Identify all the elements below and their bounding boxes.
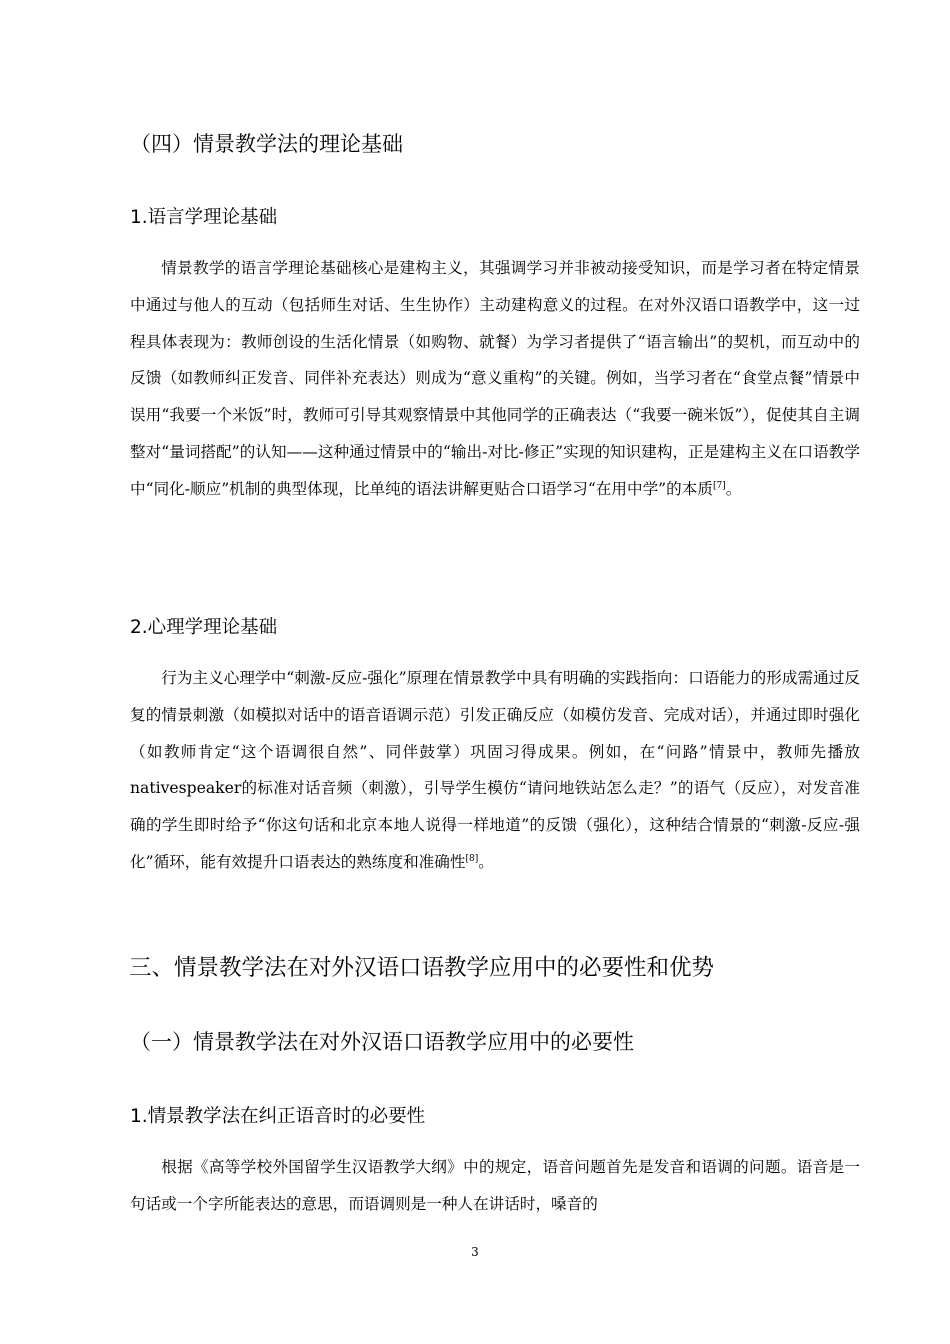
paragraph-linguistics xyxy=(130,250,860,508)
chapter-heading-3: 三、情景教学法在对外汉语口语教学应用中的必要性和优势 xyxy=(129,955,715,981)
citation-7: [7] xyxy=(712,480,726,491)
paragraph-psychology xyxy=(130,660,860,881)
subsection-heading-linguistics: 1.语言学理论基础 xyxy=(130,207,278,228)
paragraph-linguistics-end: 。 xyxy=(725,479,742,498)
page-number: 3 xyxy=(471,1245,479,1259)
citation-8: [8] xyxy=(465,853,479,864)
paragraph-psychology-end: 。 xyxy=(478,852,494,871)
paragraph-linguistics-text: 情景教学的语言学理论基础核心是建构主义，其强调学习并非被动接受知识，而是学习者在特定情景中通过与他人的互动（包括师生对话、生生协作）主动建构意义的过程。在对外汉语口语教学中，这一过程具体表现为：教师创设的生活化情景（如购物、就餐）为学习者提供了“语言输出”的契机，而互动中的反馈（如教师纠正发音、同伴补充表达）则成为“意义重构”的关键。例如，当学习者在“食堂点餐”情景中误用“我要一个米饭”时，教师可引导其观察情景中其他同学的正确表达（“我要一碗米饭”），促使其自主调整对“量词搭配”的认知——这种通过情景中的“输出-对比-修正”实现的知识建构，正是建构主义在口语教学中“同化-顺应”机制的典型体现，比单纯的语法讲解更贴合口语学习“在用中学”的本质 xyxy=(130,259,860,498)
section-heading-necessity: （一）情景教学法在对外汉语口语教学应用中的必要性 xyxy=(130,1030,634,1054)
section-heading-4: （四）情景教学法的理论基础 xyxy=(130,132,403,156)
paragraph-psychology-text: 行为主义心理学中“刺激-反应-强化”原理在情景教学中具有明确的实践指向：口语能力的形成需通过反复的情景刺激（如模拟对话中的语音语调示范）引发正确反应（如模仿发音、完成对话），并通过即时强化（如教师肯定“这个语调很自然”、同伴鼓掌）巩固习得成果。例如，在“问路”情景中，教师先播放nativespeaker的标准对话音频（刺激），引导学生模仿“请问地铁站怎么走？”的语气（反应），对发音准确的学生即时给予“你这句话和北京本地人说得一样地道”的反馈（强化），这种结合情景的“刺激-反应-强化”循环，能有效提升口语表达的熟练度和准确性 xyxy=(130,669,860,871)
subsection-heading-pronunciation: 1.情景教学法在纠正语音时的必要性 xyxy=(130,1106,426,1127)
paragraph-pronunciation: 根据《高等学校外国留学生汉语教学大纲》中的规定，语音问题首先是发音和语调的问题。语音是一句话或一个字所能表达的意思，而语调则是一种人在讲话时，嗓音的 xyxy=(130,1158,860,1213)
subsection-heading-psychology: 2.心理学理论基础 xyxy=(130,617,278,638)
